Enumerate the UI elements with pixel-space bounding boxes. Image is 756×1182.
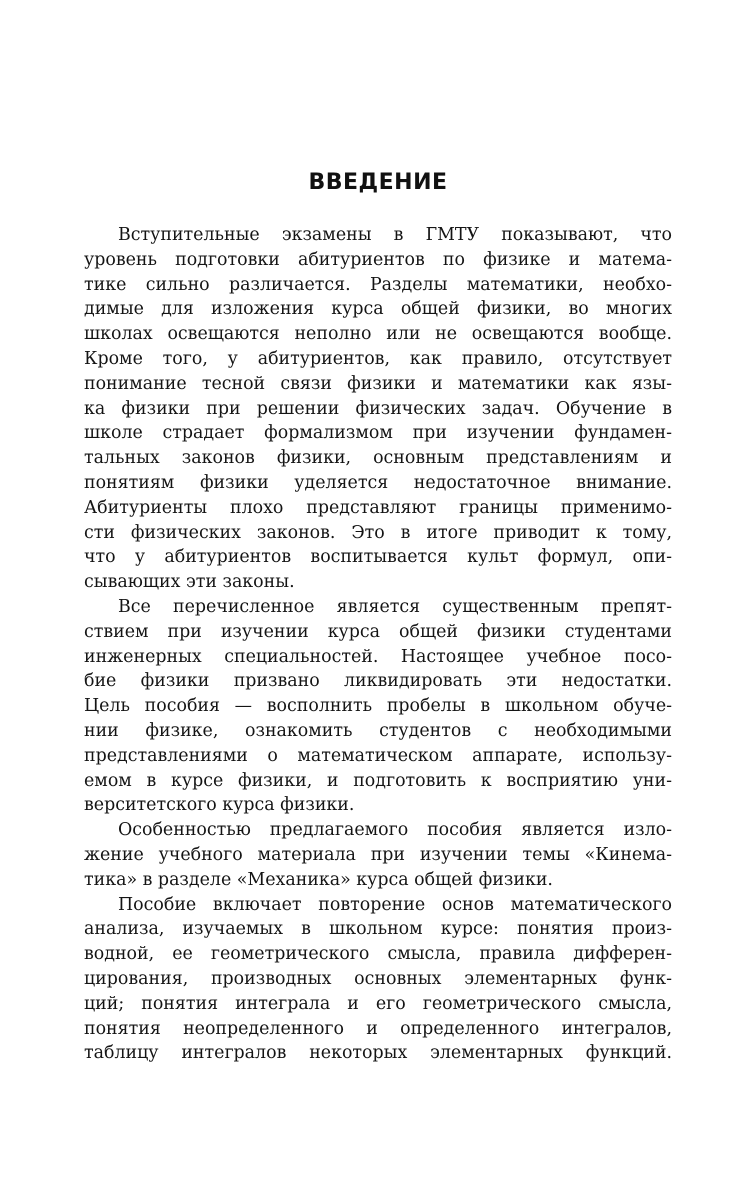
text-line: инженерных специальностей. Настоящее учебное посо- [84, 646, 672, 667]
text-line: Особенностью предлагаемого пособия является изло- [118, 820, 672, 841]
text-line: Все перечисленное является существенным препят- [118, 596, 672, 617]
body-text [84, 223, 672, 1066]
text-line: димые для изложения курса общей физики, во многих [84, 299, 672, 320]
text-line: ка физики при решении физических задач. Обучение в [84, 398, 672, 419]
text-line: понимание тесной связи физики и математики как язы- [84, 373, 672, 394]
text-line: жение учебного материала при изучении темы «Кинема- [84, 844, 672, 865]
text-line: Вступительные экзамены в ГМТУ показывают, что [118, 225, 672, 245]
paragraph-2 [84, 595, 672, 818]
text-line: представлениями о математическом аппарате, использу- [84, 745, 672, 766]
text-line: что у абитуриентов воспитывается культ формул, опи- [84, 547, 672, 568]
text-line: понятиям физики уделяется недостаточное внимание. [84, 472, 672, 493]
text-line: ствием при изучении курса общей физики студентами [84, 621, 672, 642]
text-line: верситетского курса физики. [84, 795, 355, 816]
text-line: школах освещаются неполно или не освещаются вообще. [84, 324, 672, 345]
text-line: Цель пособия — восполнить пробелы в школьном обуче- [84, 696, 672, 717]
text-line: уровень подготовки абитуриентов по физике и матема- [84, 249, 672, 270]
paragraph-3 [84, 818, 672, 892]
text-line: ций; понятия интеграла и его геометрического смысла, [84, 993, 672, 1014]
text-line: Кроме того, у абитуриентов, как правило, отсутствует [84, 348, 672, 369]
text-line: понятия неопределенного и определенного интегралов, [84, 1018, 672, 1039]
text-line: цирования, производных основных элементарных функ- [84, 968, 672, 989]
paragraph-1 [84, 223, 672, 595]
text-line: сти физических законов. Это в итоге приводит к тому, [84, 522, 672, 543]
text-line: таблицу интегралов некоторых элементарных функций. [84, 1043, 672, 1064]
chapter-heading: ВВЕДЕНИЕ [308, 170, 448, 195]
text-line: школе страдает формализмом при изучении фундамен- [84, 423, 672, 444]
text-line: водной, ее геометрического смысла, правила дифферен- [84, 944, 672, 965]
text-line: тика» в разделе «Механика» курса общей физики. [84, 869, 553, 890]
text-line: емом в курсе физики, и подготовить к восприятию уни- [84, 770, 672, 791]
text-line: сывающих эти законы. [84, 572, 295, 593]
text-line: бие физики призвано ликвидировать эти недостатки. [84, 671, 672, 692]
text-line: тальных законов физики, основным представлениям и [84, 448, 672, 469]
text-line: Пособие включает повторение основ математического [118, 894, 672, 915]
paragraph-4 [84, 893, 672, 1067]
text-line: тике сильно различается. Разделы математики, необхо- [84, 274, 672, 295]
text-line: анализа, изучаемых в школьном курсе: понятия произ- [84, 919, 672, 940]
text-line: нии физике, ознакомить студентов с необходимыми [84, 720, 672, 741]
text-line: Абитуриенты плохо представляют границы применимо- [84, 497, 672, 518]
